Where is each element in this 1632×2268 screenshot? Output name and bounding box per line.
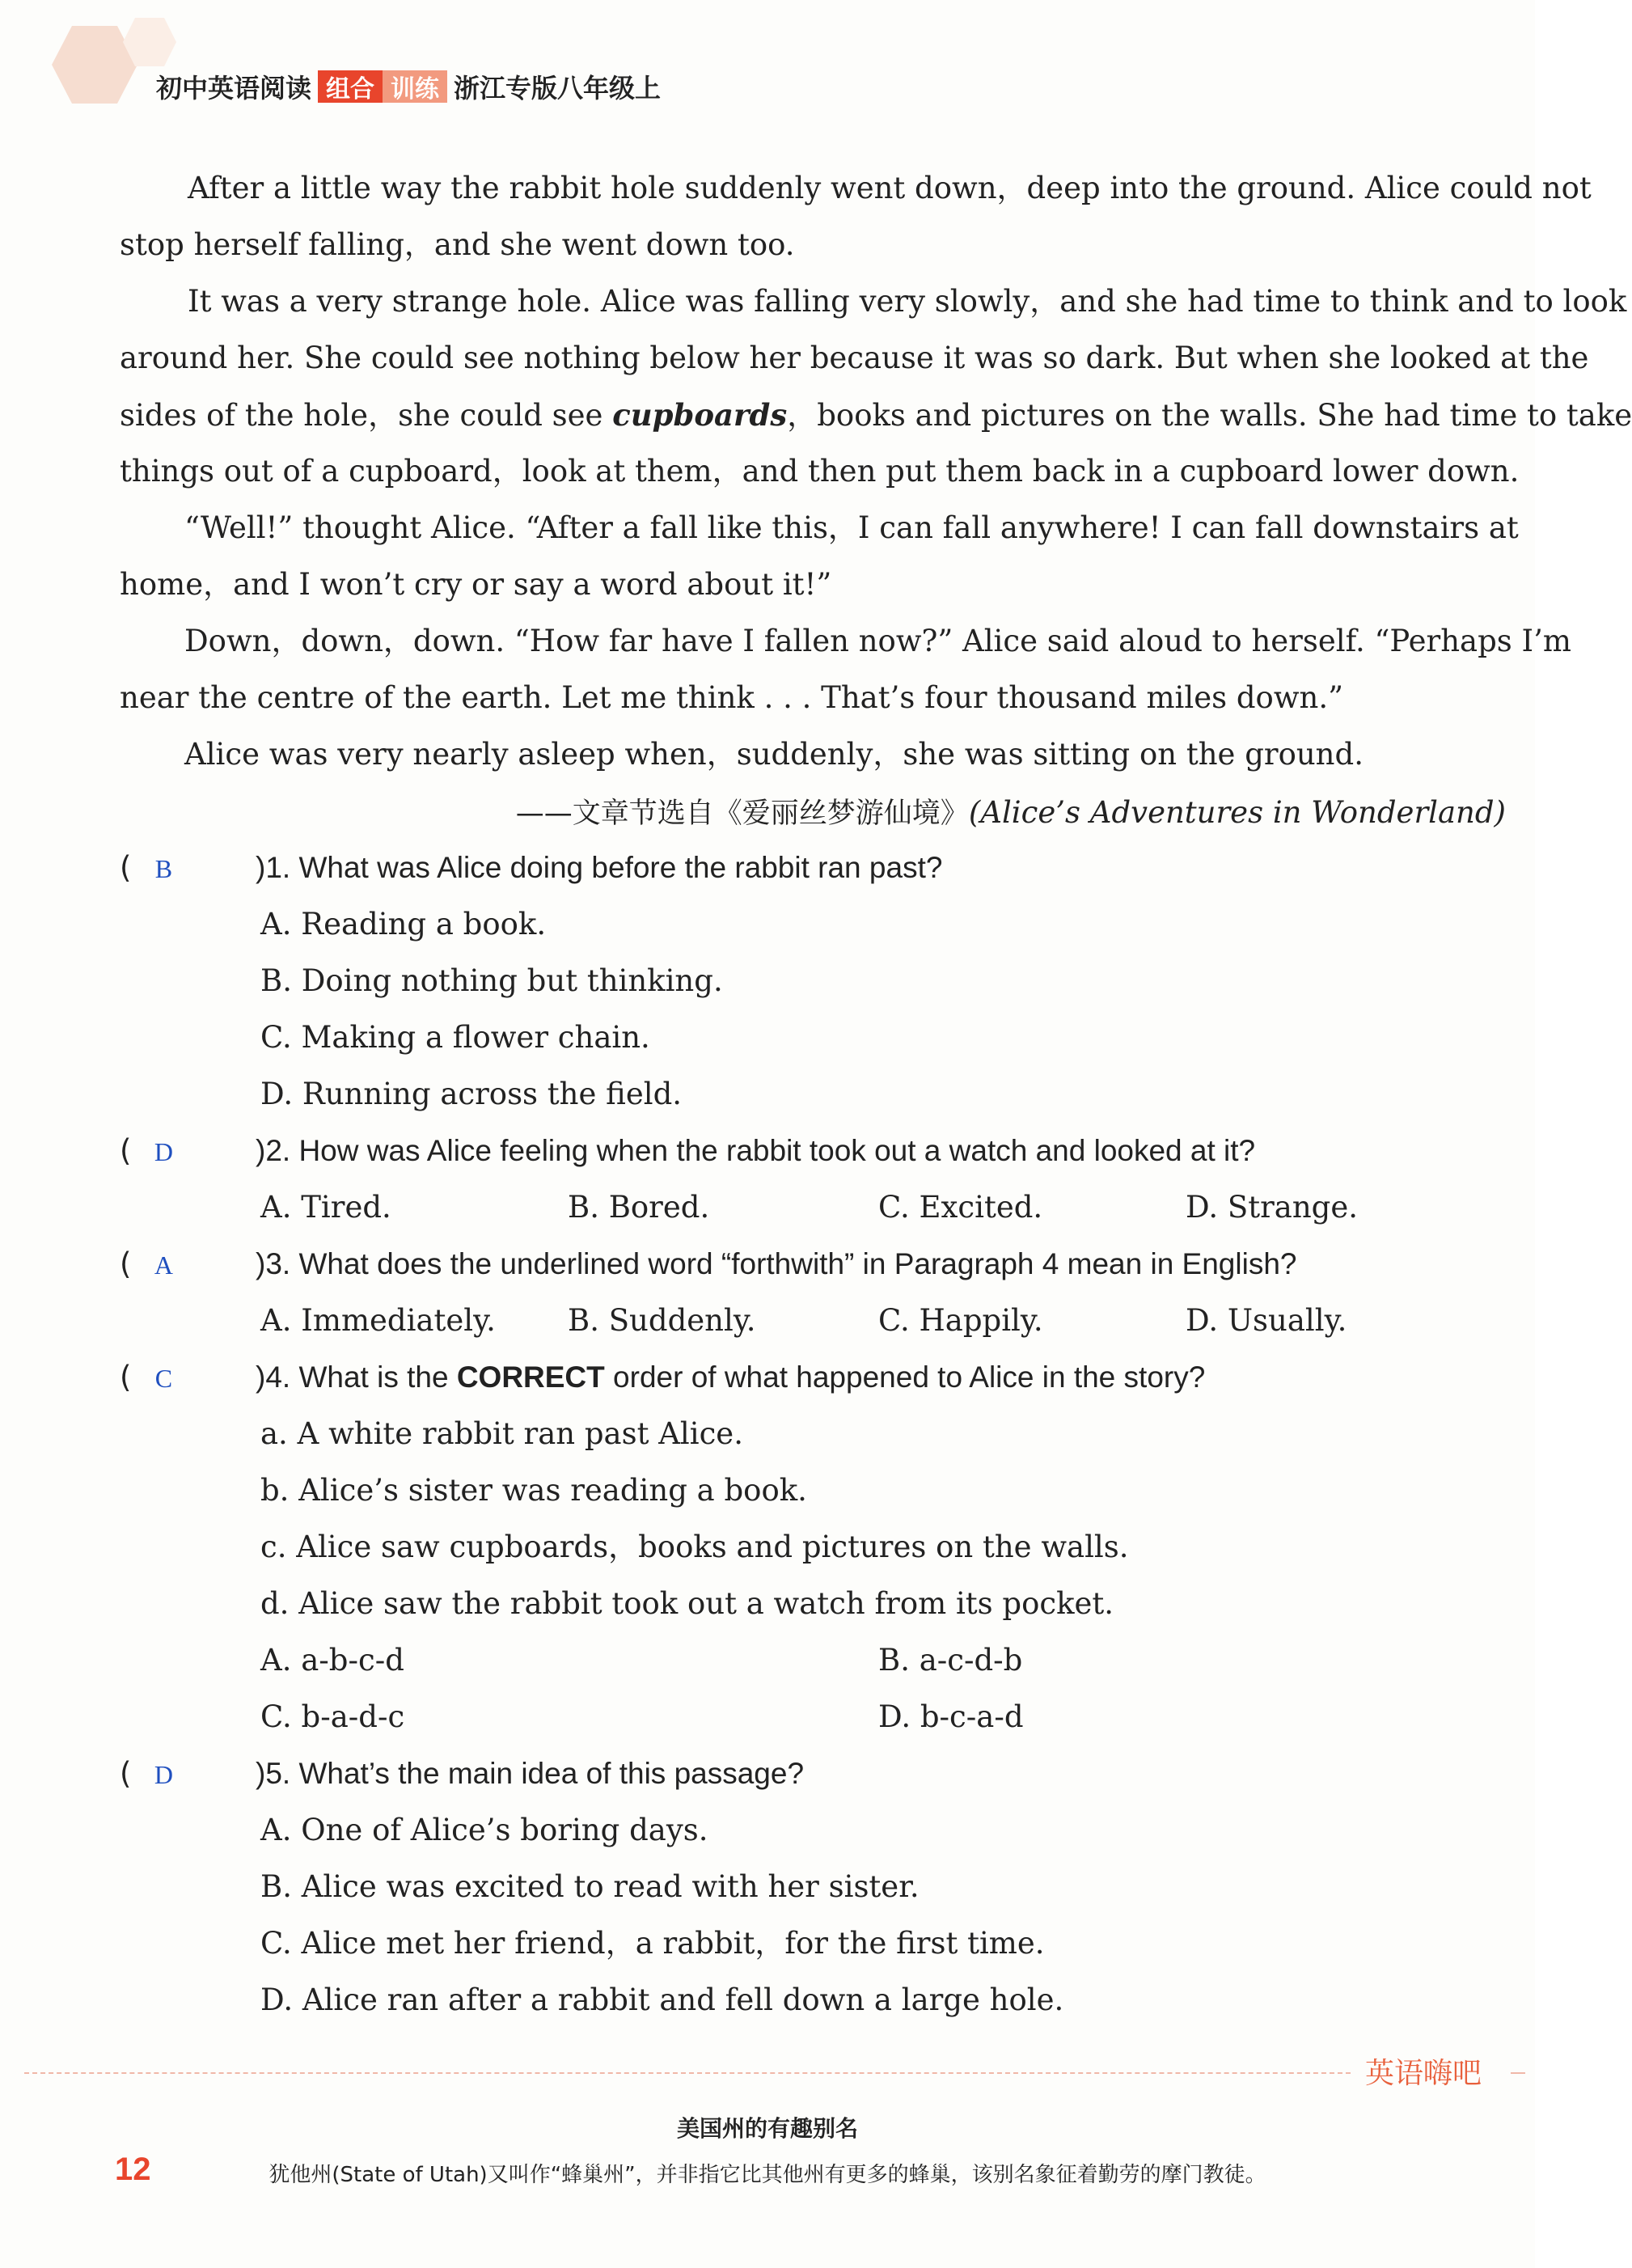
passage-source bbox=[516, 791, 1506, 831]
badge-training: 训练 bbox=[383, 70, 447, 103]
option: D. Strange. bbox=[1186, 1190, 1359, 1225]
event-item: b. Alice’s sister was reading a book. bbox=[260, 1473, 807, 1508]
option: A. Reading a book. bbox=[260, 907, 547, 941]
option: A. a-b-c-d bbox=[260, 1643, 404, 1678]
passage-line: home，and I won’t cry or say a word about it!” bbox=[120, 567, 832, 602]
passage-line: It was a very strange hole. Alice was falling very slowly，and she had time to think and to look bbox=[188, 284, 1627, 319]
edition-label: 浙江专版八年级上 bbox=[454, 73, 662, 104]
passage-line: stop herself falling，and she went down too. bbox=[120, 227, 795, 262]
footer-note: 犹他州(State of Utah)又叫作“蜂巢州”，并非指它比其他州有更多的蜂巢，该别名象征着勤劳的摩门教徒。 bbox=[268, 2163, 1266, 2187]
book-title: 初中英语阅读 bbox=[156, 73, 312, 104]
passage-line: Alice was very nearly asleep when，suddenly，she was sitting on the ground. bbox=[184, 737, 1364, 772]
passage-line: “Well!” thought Alice. “After a fall like this，I can fall anywhere! I can fall downstairs at bbox=[184, 510, 1519, 545]
option: D. Usually. bbox=[1186, 1303, 1347, 1338]
passage-line: things out of a cupboard，look at them，and then put them back in a cupboard lower down. bbox=[120, 454, 1520, 489]
answer-mark: D bbox=[154, 1760, 173, 1789]
passage-line: Down，down，down. “How far have I fallen now?” Alice said aloud to herself. “Perhaps I’m bbox=[184, 624, 1571, 658]
option: A. Immediately. bbox=[260, 1303, 496, 1338]
option: D. b-c-a-d bbox=[878, 1699, 1024, 1734]
question-stem: )3. What does the underlined word “forthwith” in Paragraph 4 mean in English? bbox=[256, 1247, 1297, 1280]
question-3: ( A )3. What does the underlined word “forthwith” in Paragraph 4 mean in English? bbox=[120, 1244, 1296, 1285]
hexagon-decoration-small-icon bbox=[121, 16, 178, 68]
option: B. Doing nothing but thinking. bbox=[260, 963, 723, 998]
footer-tag: 英语嗨吧 bbox=[1365, 2057, 1482, 2090]
keyword-cupboards: cupboards bbox=[612, 397, 788, 433]
option: A. Tired. bbox=[260, 1190, 391, 1225]
emphasis-correct: CORRECT bbox=[456, 1360, 605, 1394]
passage-line: around her. She could see nothing below her because it was so dark. But when she looked at the bbox=[120, 341, 1589, 375]
option: C. b-a-d-c bbox=[260, 1699, 405, 1734]
answer-mark: A bbox=[154, 1250, 173, 1280]
source-chinese: ——文章节选自《爱丽丝梦游仙境》 bbox=[515, 798, 969, 830]
question-1: ( B )1. What was Alice doing before the rabbit ran past? bbox=[120, 848, 942, 889]
badge-combination: 组合 bbox=[318, 70, 383, 103]
passage-line: After a little way the rabbit hole suddenly went down，deep into the ground. Alice could not bbox=[188, 171, 1592, 205]
event-item: d. Alice saw the rabbit took out a watch from its pocket. bbox=[260, 1586, 1114, 1621]
footer-divider-end bbox=[1511, 2072, 1525, 2074]
passage-line: near the centre of the earth. Let me think . . . That’s four thousand miles down.” bbox=[120, 680, 1344, 715]
question-stem: )4. What is the CORRECT order of what happened to Alice in the story? bbox=[256, 1360, 1206, 1394]
passage-text: sides of the hole，she could see bbox=[120, 398, 613, 433]
option: C. Happily. bbox=[878, 1303, 1043, 1338]
footer-subtitle: 美国州的有趣别名 bbox=[676, 2115, 858, 2142]
option: B. Alice was excited to read with her sister. bbox=[260, 1869, 920, 1904]
footer-divider bbox=[24, 2072, 1351, 2074]
question-stem: )5. What’s the main idea of this passage? bbox=[256, 1757, 805, 1790]
answer-mark: B bbox=[154, 854, 173, 883]
event-item: a. A white rabbit ran past Alice. bbox=[260, 1416, 743, 1451]
header-title bbox=[156, 66, 661, 107]
option: D. Running across the field. bbox=[260, 1077, 683, 1111]
answer-mark: D bbox=[154, 1137, 173, 1166]
event-item: c. Alice saw cupboards，books and pictures on the walls. bbox=[260, 1530, 1129, 1564]
question-stem: )2. How was Alice feeling when the rabbit took out a watch and looked at it? bbox=[256, 1134, 1256, 1167]
option: C. Making a flower chain. bbox=[260, 1020, 650, 1055]
option: C. Alice met her friend，a rabbit，for the first time. bbox=[260, 1926, 1045, 1961]
option: A. One of Alice’s boring days. bbox=[260, 1813, 708, 1847]
question-2: ( D )2. How was Alice feeling when the rabbit took out a watch and looked at it? bbox=[120, 1131, 1255, 1172]
option: B. Bored. bbox=[568, 1190, 710, 1225]
option: B. a-c-d-b bbox=[878, 1643, 1023, 1678]
question-5: ( D )5. What’s the main idea of this passage? bbox=[120, 1754, 804, 1795]
passage-text: ，books and pictures on the walls. She had time to take bbox=[787, 398, 1632, 433]
option: B. Suddenly. bbox=[568, 1303, 756, 1338]
passage-line bbox=[120, 395, 1632, 436]
page-number: 12 bbox=[115, 2152, 151, 2187]
header-badge bbox=[318, 70, 447, 103]
answer-mark: C bbox=[154, 1364, 173, 1393]
option: C. Excited. bbox=[878, 1190, 1043, 1225]
question-4: ( C )4. What is the CORRECT order of what happened to Alice in the story? bbox=[120, 1357, 1205, 1398]
option: D. Alice ran after a rabbit and fell down a large hole. bbox=[260, 1982, 1064, 2017]
question-stem: )1. What was Alice doing before the rabbit ran past? bbox=[256, 851, 943, 884]
source-english: (Alice’s Adventures in Wonderland) bbox=[968, 795, 1506, 830]
